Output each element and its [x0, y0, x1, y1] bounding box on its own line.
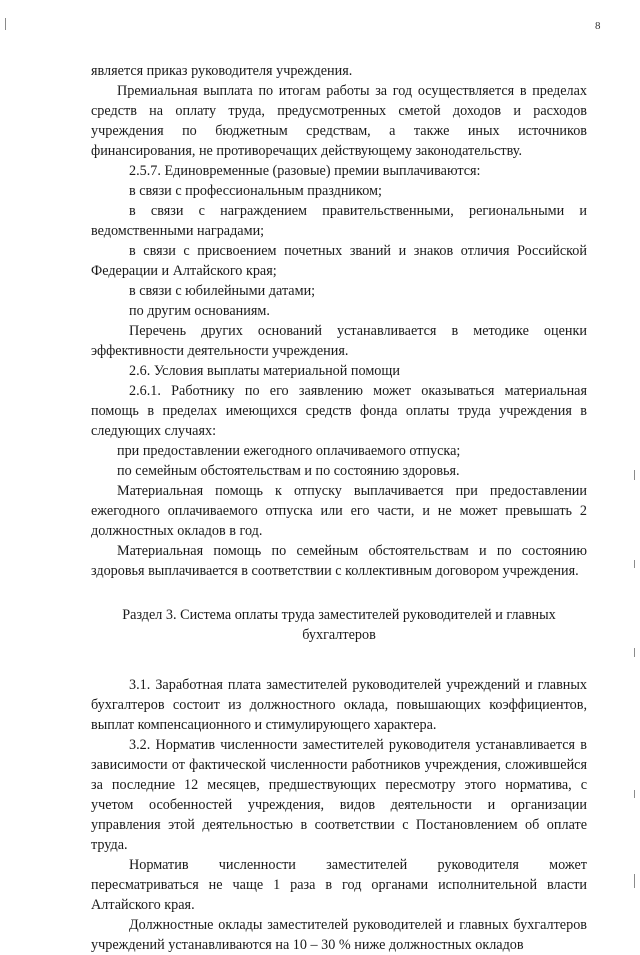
scan-mark-right	[634, 560, 635, 568]
paragraph: Должностные оклады заместителей руководителей и главных бухгалтеров учреждений устанавливаются на 10 – 30 % ниже должностных окладов	[91, 917, 587, 953]
list-item: по другим основаниям.	[129, 303, 270, 319]
paragraph: Материальная помощь по семейным обстоятельствам и по состоянию здоровья выплачивается в соответствии с коллективным договором учреждения.	[91, 543, 587, 579]
paragraph: 3.1. Заработная плата заместителей руководителей учреждений и главных бухгалтеров состоит из должностного оклада, повышающих коэффициентов, выплат компенсационного и стимулирующего характера.	[91, 677, 587, 733]
scan-mark-right	[634, 874, 635, 888]
list-item: в связи с профессиональным праздником;	[129, 183, 382, 199]
document-body	[91, 61, 587, 955]
paragraph: 3.2. Норматив численности заместителей руководителя устанавливается в зависимости от фактической численности работников учреждения, сложившейся за последние 12 месяцев, предшествующих пересмотру этого норматива, с учетом особенностей учреждения, видов деятельности и организации управления этой деятельностью в соответствии с Постановлением об оплате труда.	[91, 737, 587, 853]
list-item: в связи с присвоением почетных званий и знаков отличия Российской Федерации и Алтайского края;	[91, 243, 587, 279]
scan-mark-right	[634, 648, 635, 657]
list-item: в связи с юбилейными датами;	[129, 283, 316, 299]
scan-mark-left	[5, 18, 6, 30]
paragraph: Норматив численности заместителей руководителя может пересматриваться не чаще 1 раза в год органами исполнительной власти Алтайского края.	[91, 857, 587, 913]
list-item: при предоставлении ежегодного оплачиваемого отпуска;	[117, 443, 461, 459]
subsection-heading: 2.6. Условия выплаты материальной помощи	[129, 363, 400, 379]
scan-mark-right	[634, 470, 635, 480]
paragraph: Материальная помощь к отпуску выплачивается при предоставлении ежегодного оплачиваемого отпуска или его части, и не может превышать 2 должностных окладов в год.	[91, 483, 587, 539]
paragraph: Премиальная выплата по итогам работы за год осуществляется в пределах средств на оплату труда, предусмотренных сметой доходов и расходов учреждения по бюджетным средствам, а также иных источников финансирования, не противоречащих действующему законодательству.	[91, 83, 587, 159]
paragraph: Перечень других оснований устанавливается в методике оценки эффективности деятельности учреждения.	[91, 323, 587, 359]
list-item: в связи с награждением правительственными, региональными и ведомственными наградами;	[91, 203, 587, 239]
list-item: по семейным обстоятельствам и по состоянию здоровья.	[117, 463, 460, 479]
page-number: 8	[595, 20, 601, 32]
list-item: 2.5.7. Единовременные (разовые) премии выплачиваются:	[129, 163, 481, 179]
paragraph: 2.6.1. Работнику по его заявлению может оказываться материальная помощь в пределах имеющихся средств фонда оплаты труда учреждения в следующих случаях:	[91, 383, 587, 439]
section-heading: Раздел 3. Система оплаты труда заместителей руководителей и главных бухгалтеров	[122, 607, 556, 643]
scan-mark-right	[634, 790, 635, 798]
paragraph: является приказ руководителя учреждения.	[91, 63, 353, 79]
